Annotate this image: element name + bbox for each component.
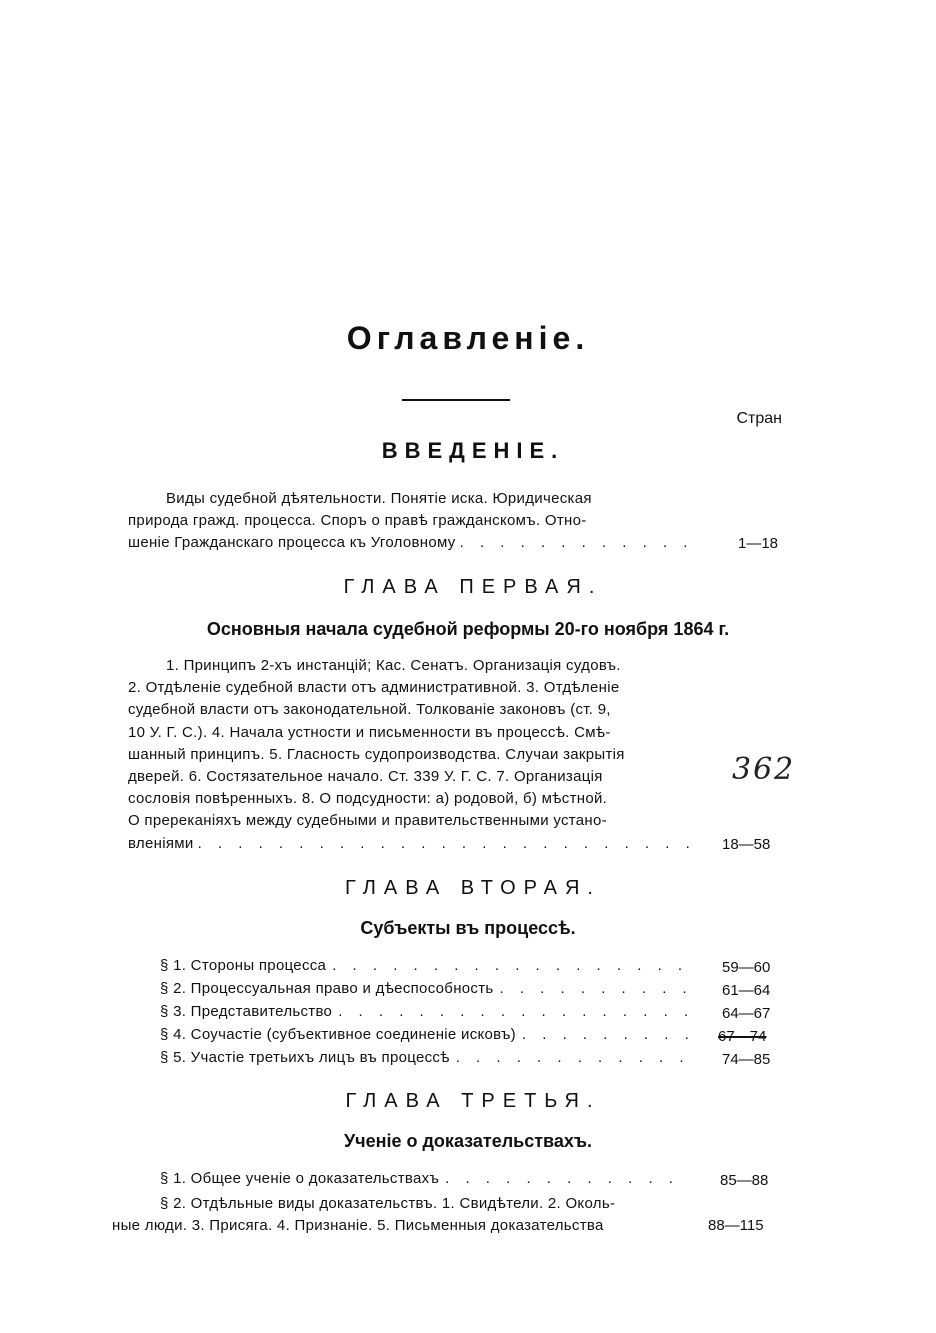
entry-line	[128, 532, 702, 554]
chapter3-section2	[112, 1193, 696, 1237]
toc-section-label: § 4. Соучастіе (субъективное соединеніе исковъ)	[160, 1026, 516, 1043]
entry-line: сословія повѣренныхъ. 8. О подсудности: а) родовой, б) мѣстной.	[128, 790, 608, 808]
entry-line: О пререканіяхъ между судебными и правительственными устано-	[128, 812, 607, 830]
toc-section	[160, 980, 690, 1003]
chapter2-sections	[160, 957, 690, 1072]
section-pages: 88—115	[708, 1217, 764, 1234]
title-divider	[402, 399, 510, 401]
entry-line: дверей. 6. Состязательное начало. Ст. 339 У. Г. С. 7. Организація	[128, 768, 603, 786]
leader-dots	[460, 532, 702, 554]
entry-line	[128, 833, 702, 855]
toc-section	[160, 1170, 690, 1193]
leader-dots	[338, 1003, 690, 1020]
page-column-label: Стрaн	[736, 410, 782, 427]
entry-line: § 2. Отдѣльные виды доказательствъ. 1. Свидѣтели. 2. Околь-	[160, 1195, 616, 1212]
leader-dots	[522, 1026, 690, 1043]
section-pages: 61—64	[722, 982, 771, 999]
chapter3-subtitle: Ученіе о доказательствахъ.	[343, 1131, 593, 1151]
entry-line: Виды судебной дѣятельности. Понятіе иска. Юридическая	[166, 490, 592, 507]
chapter3-heading: ГЛАВА ТРЕТЬЯ.	[345, 1090, 601, 1112]
section-pages-struck: 67—74	[718, 1028, 767, 1045]
introduction-heading: ВВЕДЕНІЕ.	[381, 438, 565, 463]
entry-line: судебной власти отъ законодательной. Толкованіе законовъ (ст. 9,	[128, 701, 611, 719]
chapter2-subtitle: Субъекты въ процессѣ.	[360, 918, 576, 938]
toc-section-label: § 5. Участіе третьихъ лицъ въ процессѣ	[160, 1049, 450, 1066]
entry-line: 1. Принципъ 2-хъ инстанцій; Кас. Сенатъ. Организація судовъ.	[166, 657, 621, 674]
entry-line-text: шеніе Гражданскаго процесса къ Уголовному	[128, 534, 456, 552]
toc-section	[160, 1026, 690, 1049]
introduction-pages: 1—18	[738, 535, 779, 552]
toc-section	[160, 1049, 690, 1072]
entry-line: 2. Отдѣленіе судебной власти отъ административной. 3. Отдѣленіе	[128, 679, 620, 697]
section-pages: 59—60	[722, 959, 771, 976]
leader-dots	[198, 833, 702, 855]
leader-dots	[332, 957, 690, 974]
entry-line-text: вленіями	[128, 834, 194, 852]
toc-section-label: § 3. Представительство	[160, 1003, 333, 1020]
chapter1-subtitle: Основныя начала судебной реформы 20-го ноября 1864 г.	[206, 619, 730, 639]
chapter3-section1	[160, 1170, 690, 1193]
toc-section-label: § 1. Стороны процесса	[160, 957, 327, 974]
section-pages: 74—85	[722, 1051, 771, 1068]
handwritten-note: 362	[732, 752, 796, 787]
toc-section-label: § 1. Общее ученіе о доказательствахъ	[160, 1170, 440, 1187]
page-title: Оглавленіе.	[346, 320, 590, 356]
chapter1-entry	[128, 655, 702, 855]
toc-section-label: § 2. Процессуальная право и дѣеспособность	[160, 980, 494, 997]
entry-line: 10 У. Г. С.). 4. Начала устности и письменности въ процессѣ. Смѣ-	[128, 723, 611, 741]
entry-line: природа гражд. процесса. Споръ о правѣ гражданскомъ. Отно-	[128, 512, 587, 530]
chapter1-heading: ГЛАВА ПЕРВАЯ.	[343, 576, 603, 598]
section-pages: 85—88	[720, 1172, 769, 1189]
entry-line: шанный принципъ. 5. Гласность судопроизводства. Случаи закрытія	[128, 745, 625, 763]
leader-dots	[500, 980, 690, 997]
toc-section	[160, 957, 690, 980]
toc-section	[160, 1003, 690, 1026]
entry-line: ные люди. 3. Присяга. 4. Признаніе. 5. Письменныя доказательства	[112, 1217, 604, 1235]
leader-dots	[445, 1170, 690, 1187]
chapter1-pages: 18—58	[722, 836, 771, 853]
leader-dots	[456, 1049, 690, 1066]
introduction-entry	[128, 488, 702, 555]
chapter2-heading: ГЛАВА ВТОРАЯ.	[345, 877, 601, 899]
section-pages: 64—67	[722, 1005, 771, 1022]
